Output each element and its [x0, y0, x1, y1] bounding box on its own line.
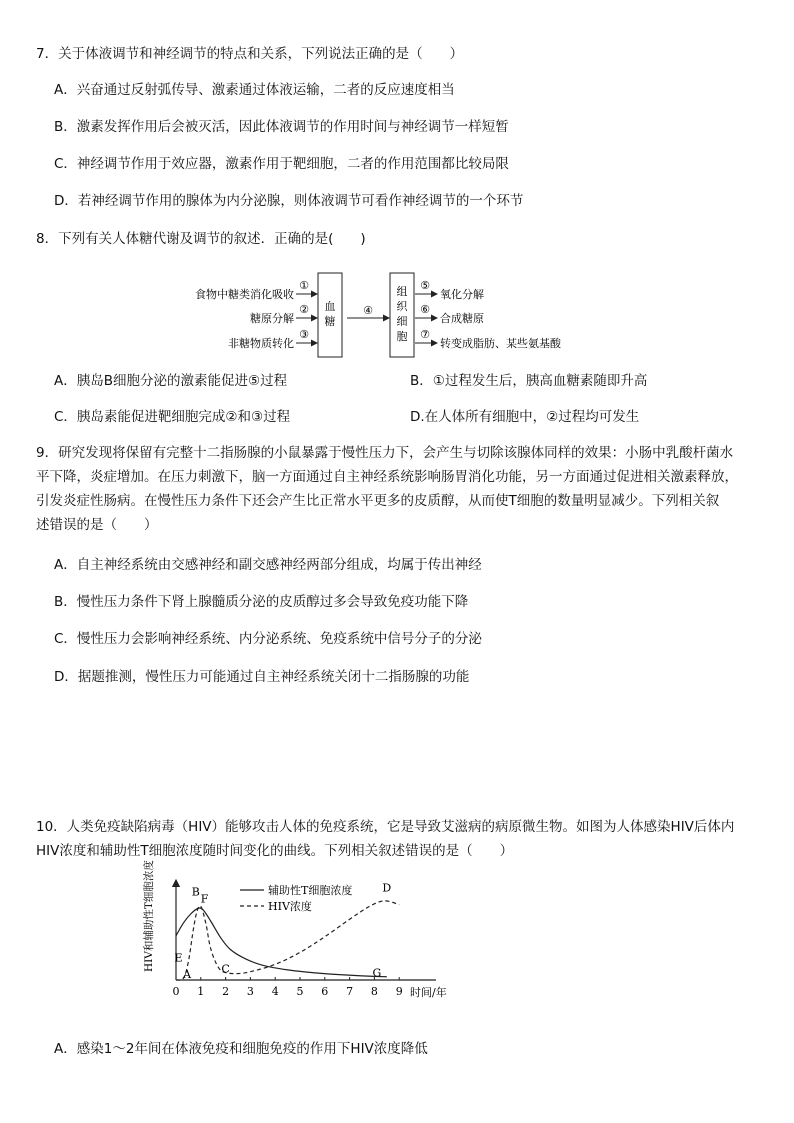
x-tick-label: 4 [271, 985, 279, 998]
y-axis-label-group [142, 860, 155, 972]
q7-option-d: D．若神经调节作用的腺体为内分泌腺，则体液调节可看作神经调节的一个环节 [54, 193, 524, 209]
q10-stem-line-1: 10．人类免疫缺陷病毒（HIV）能够攻击人体的免疫系统，它是导致艾滋病的病原微生物。如图为人体感染HIV后体内 [36, 819, 735, 835]
point-label-f: F [200, 892, 209, 906]
input-mark-1: ① [299, 279, 309, 292]
x-tick-label: 8 [370, 985, 378, 998]
q9-option-d: D．据题推测，慢性压力可能通过自主神经系统关闭十二指肠腺的功能 [54, 669, 470, 685]
mid-mark: ④ [363, 304, 373, 317]
output-mark-5: ⑤ [420, 279, 430, 292]
output-label-2: 合成糖原 [440, 312, 484, 325]
q8-stem: 8．下列有关人体糖代谢及调节的叙述．正确的是( ) [36, 231, 366, 247]
blood-sugar-char-1: 血 [324, 300, 336, 313]
point-label-d: D [382, 881, 392, 895]
q8-option-a: A．胰岛B细胞分泌的激素能促进⑤过程 [54, 373, 288, 389]
q8-option-c: C．胰岛素能促进靶细胞完成②和③过程 [54, 409, 291, 425]
q8-option-d: D.在人体所有细胞中，②过程均可发生 [410, 409, 640, 425]
tissue-cell-char-3: 细 [396, 315, 408, 328]
point-label-c: C [221, 962, 230, 976]
series-hiv-line [176, 901, 399, 980]
q7-option-b: B．激素发挥作用后会被灭活，因此体液调节的作用时间与神经调节一样短暂 [54, 119, 509, 135]
point-label-a: A [183, 968, 192, 982]
x-tick-label: 9 [395, 985, 403, 998]
q9-stem-line-1: 9．研究发现将保留有完整十二指肠腺的小鼠暴露于慢性压力下，会产生与切除该腺体同样的效果：小肠中乳酸杆菌水 [36, 445, 734, 461]
q7-option-a: A．兴奋通过反射弧传导、激素通过体液运输，二者的反应速度相当 [54, 82, 455, 98]
output-mark-6: ⑥ [420, 303, 430, 316]
input-label-1: 食物中糖类消化吸收 [195, 288, 294, 301]
q10-stem-line-2: HIV浓度和辅助性T细胞浓度随时间变化的曲线。下列相关叙述错误的是（ ） [36, 843, 514, 859]
q9-stem-line-3: 引发炎症性肠病。在慢性压力条件下还会产生比正常水平更多的皮质醇，从而使T细胞的数量明显减少。下列相关叙 [36, 493, 720, 509]
output-label-1: 氧化分解 [440, 288, 484, 301]
point-label-g: G [372, 966, 382, 980]
x-tick-label: 0 [172, 985, 180, 998]
q9-option-c: C．慢性压力会影响神经系统、内分泌系统、免疫系统中信号分子的分泌 [54, 631, 482, 647]
q9-stem-line-2: 平下降，炎症增加。在压力刺激下，脑一方面通过自主神经系统影响肠胃消化功能，另一方面通过促进相关激素释放， [36, 469, 738, 485]
q7-stem: 7．关于体液调节和神经调节的特点和关系，下列说法正确的是（ ） [36, 46, 464, 62]
x-axis-label: 时间/年 [410, 986, 447, 999]
input-label-2: 糖原分解 [250, 312, 294, 325]
input-label-3: 非糖物质转化 [228, 337, 294, 350]
legend-dashed-label: HIV浓度 [268, 900, 312, 913]
x-tick-label: 5 [296, 985, 304, 998]
input-mark-3: ③ [299, 328, 309, 341]
blood-sugar-char-2: 糖 [324, 315, 336, 328]
point-label-e: E [174, 951, 183, 965]
x-tick-label: 6 [321, 985, 329, 998]
legend-solid-label: 辅助性T细胞浓度 [268, 884, 353, 897]
input-mark-2: ② [299, 303, 309, 316]
q9-option-a: A．自主神经系统由交感神经和副交感神经两部分组成，均属于传出神经 [54, 557, 482, 573]
tissue-cell-char-2: 织 [396, 300, 408, 313]
tissue-cell-box [390, 273, 414, 357]
x-tick-label: 1 [197, 985, 205, 998]
q7-option-c: C．神经调节作用于效应器，激素作用于靶细胞，二者的作用范围都比较局限 [54, 156, 509, 172]
tissue-cell-char-4: 胞 [396, 330, 408, 343]
series-t-cell-line [176, 908, 387, 980]
q9-stem-line-4: 述错误的是（ ） [36, 517, 158, 533]
x-tick-label: 3 [246, 985, 254, 998]
tissue-cell-char-1: 组 [396, 285, 408, 298]
y-axis-label: HIV和辅助性T细胞浓度 [143, 860, 155, 972]
blood-sugar-box [318, 273, 342, 357]
q10-option-a: A．感染1～2年间在体液免疫和细胞免疫的作用下HIV浓度降低 [54, 1041, 428, 1057]
output-mark-7: ⑦ [420, 328, 430, 341]
q8-option-b: B．①过程发生后，胰高血糖素随即升高 [410, 373, 648, 389]
x-tick-label: 7 [346, 985, 354, 998]
output-label-3: 转变成脂肪、某些氨基酸 [440, 337, 561, 350]
point-label-b: B [191, 885, 200, 899]
q9-option-b: B．慢性压力条件下肾上腺髓质分泌的皮质醇过多会导致免疫功能下降 [54, 594, 469, 610]
x-tick-label: 2 [222, 985, 230, 998]
